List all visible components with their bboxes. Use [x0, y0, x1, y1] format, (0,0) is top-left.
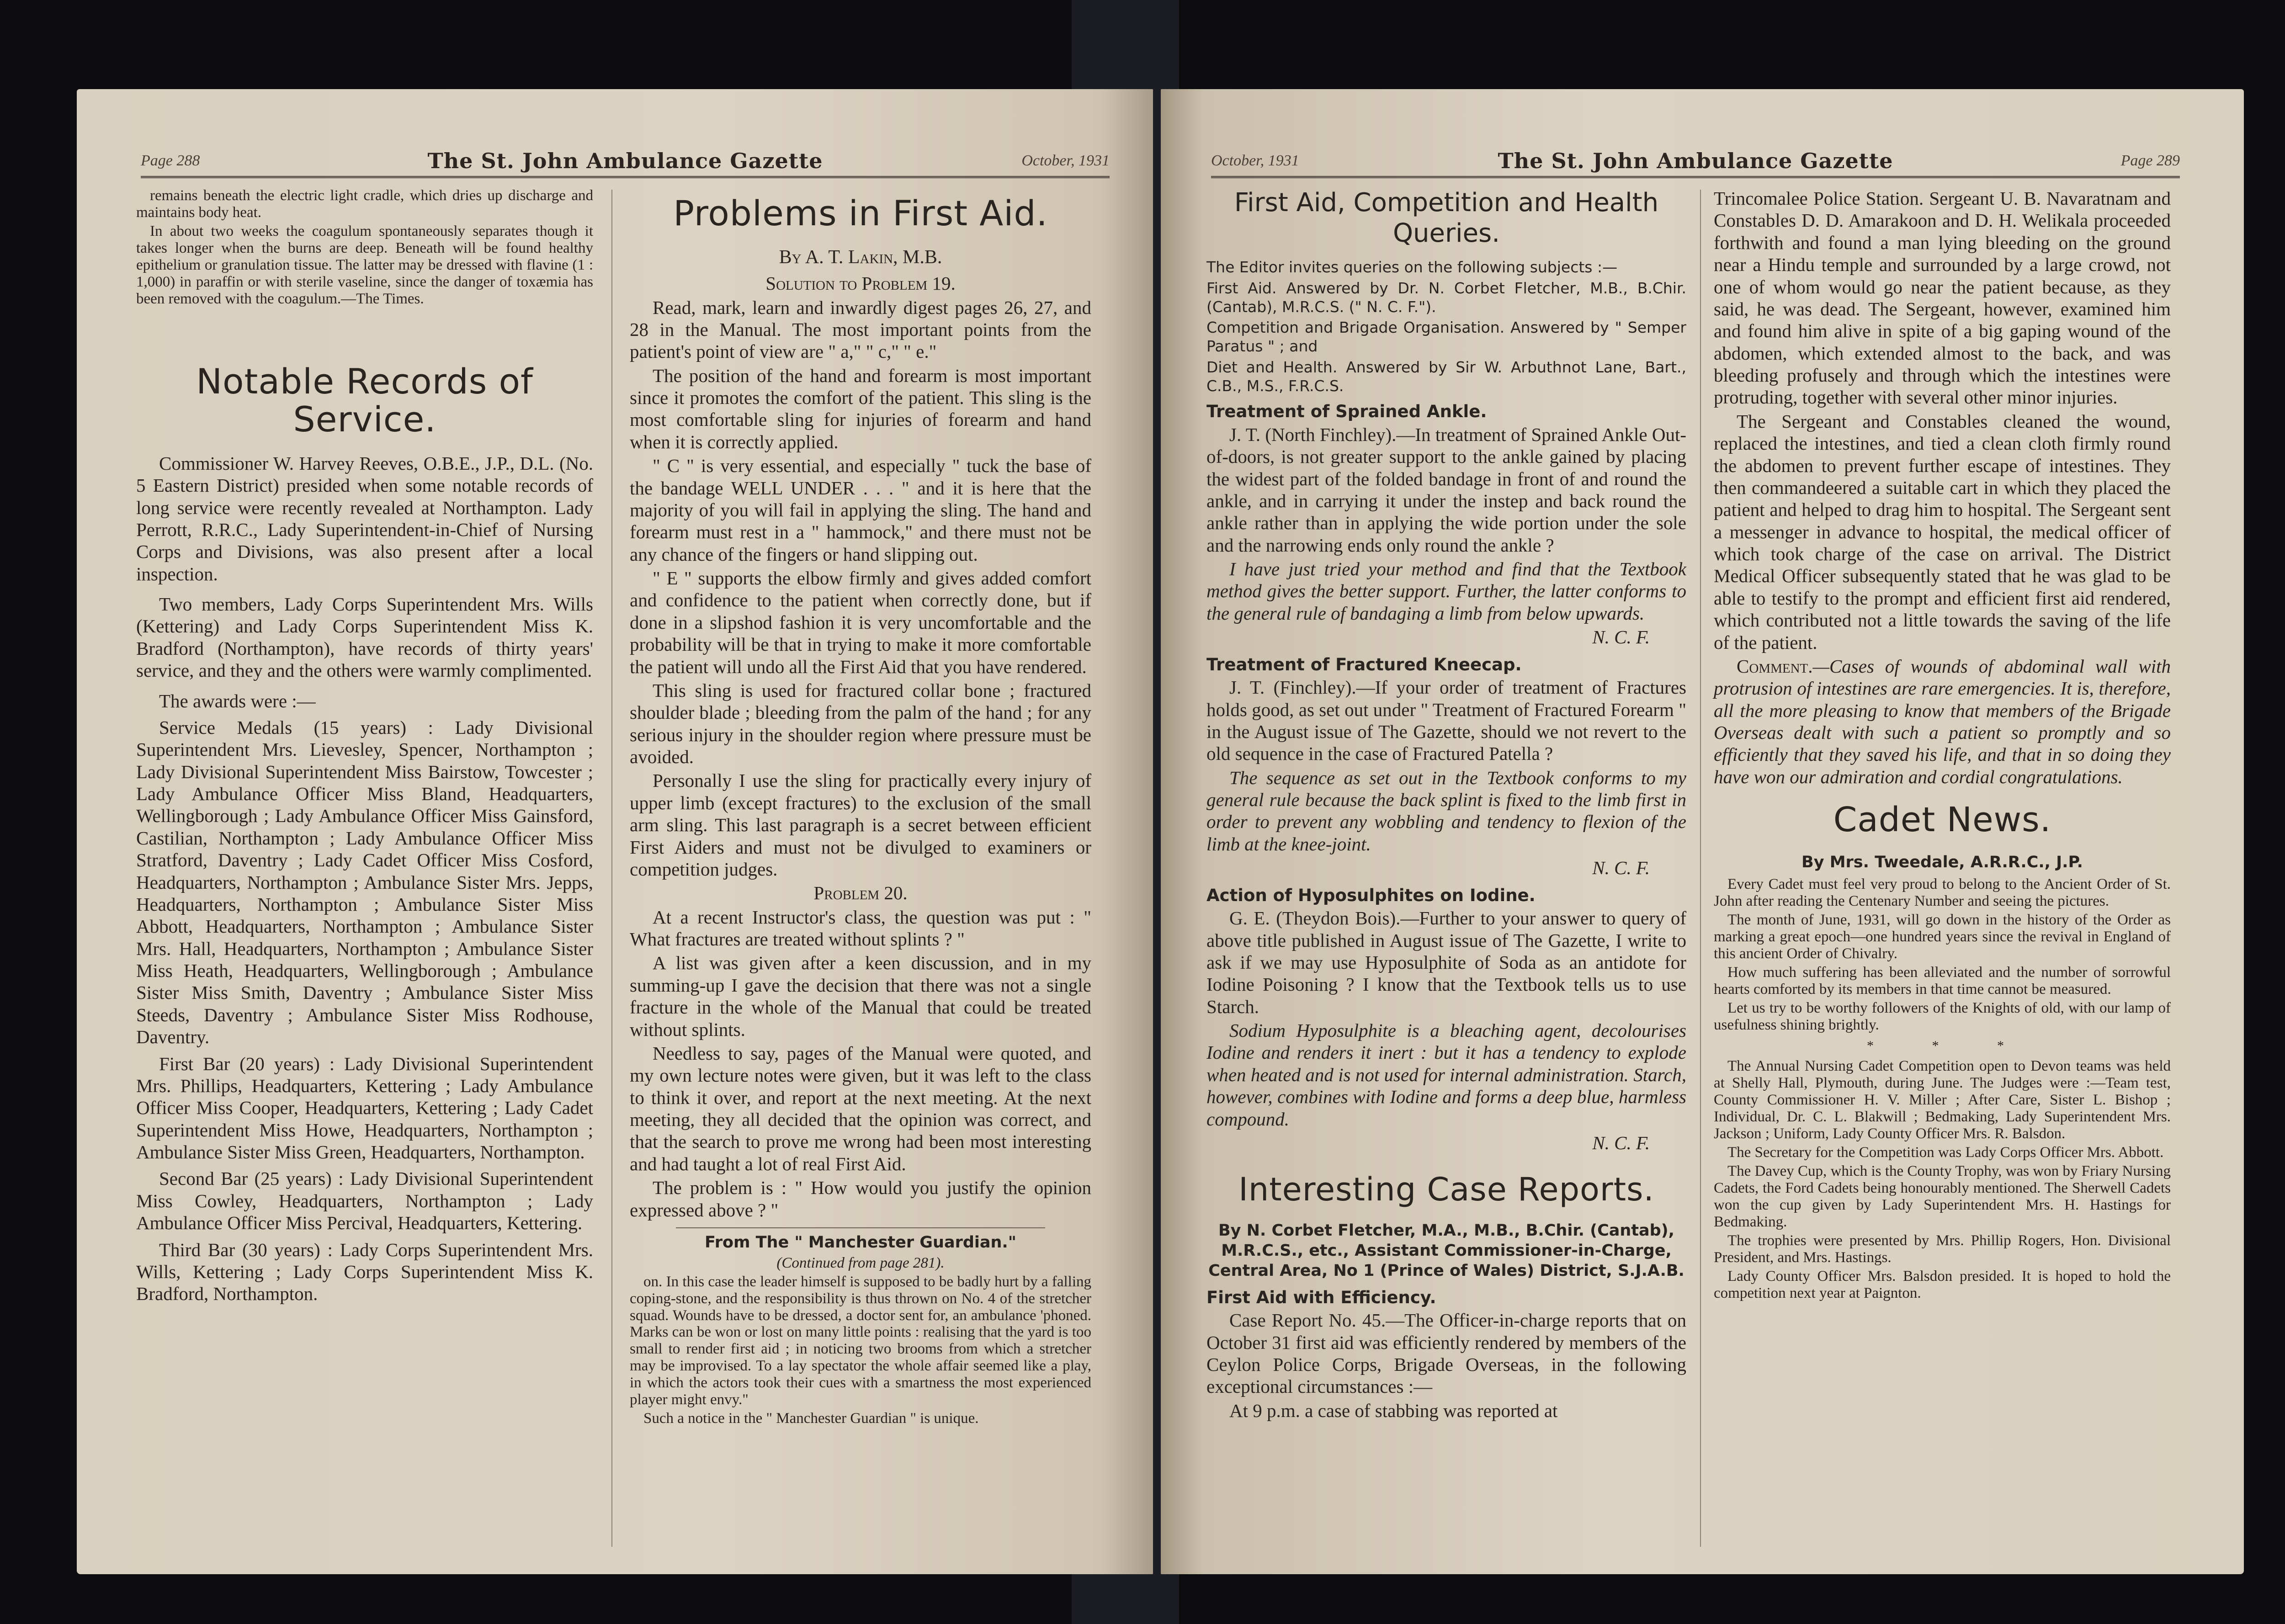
paragraph: Case Report No. 45.—The Officer-in-charge reports that on October 31 first aid was efficiently rendered by members of the Ceylon Police Corps, Brigade Overseas, in the following exceptional circumstances :—	[1206, 1310, 1686, 1397]
right-column-2	[1714, 187, 2171, 1556]
byline: By A. T. Lakin, M.B.	[779, 246, 942, 268]
right-page	[1161, 89, 2244, 1574]
signature: N. C. F.	[1592, 1132, 1650, 1153]
paragraph: Service Medals (15 years) : Lady Divisional Superintendent Mrs. Lievesley, Spencer, Northampton ; Lady Divisional Superintendent Miss Bairstow, Towcester ; Lady Ambulance Officer Miss Bland, Headquarters, Wellingborough ; Lady Ambulance Officer Miss Gainsford, Castilian, Northampton ; Lady Ambulance Officer Miss Stratford, Daventry ; Lady Cadet Officer Miss Cosford, Headquarters, Northampton ; Ambulance Sister Mrs. Jepps, Headquarters, Northampton ; Ambulance Sister Miss Abbott, Headquarters, Northampton ; Ambulance Sister Mrs. Hall, Headquarters, Northampton ; Ambulance Sister Miss Heath, Headquarters, Wellingborough ; Ambulance Sister Miss Smith, Daventry ; Ambulance Sister Miss Steeds, Daventry ; Ambulance Sister Miss Rodhouse, Daventry.	[136, 716, 593, 1048]
query-title: Treatment of Sprained Ankle.	[1206, 402, 1487, 422]
paragraph: Needless to say, pages of the Manual were quoted, and my own lecture notes were given, but it was left to the class to think it over, and report at the next meeting. At the next meeting, they all decided that the opinion was correct, and that the search to prove me wrong had been most interesting and had taught a lot of real First Aid.	[630, 1042, 1091, 1174]
paragraph: Commissioner W. Harvey Reeves, O.B.E., J.P., D.L. (No. 5 Eastern District) presided when some notable records of long service were recently revealed at Northampton. Lady Perrott, R.R.C., Lady Superintendent-in-Chief of Nursing Corps and Divisions, was also present after a local inspection.	[136, 452, 593, 584]
paragraph: " C " is very essential, and especially " tuck the base of the bandage WELL UNDER . . . " and it is here that the majority of you will fail in applying the sling. The hand and forearm must rest in a " hammock," and there must not be any chance of the fingers or hand slipping out.	[630, 455, 1091, 565]
column-divider	[1700, 190, 1701, 1547]
issue-date: October, 1931	[1211, 152, 1299, 169]
comment-text: —Cases of wounds of abdominal wall with protrusion of intestines are rare emergencies. It is, therefore, all the more pleasing to know that members of the Brigade Overseas dealt with such a patient so promptly and so efficiently that they saved his life, and that in so doing they have won our admiration and cordial congratulations.	[1714, 655, 2171, 787]
subheading: Solution to Problem 19.	[765, 273, 956, 294]
publication-title: The St. John Ambulance Gazette	[1498, 149, 1893, 173]
paragraph: Such a notice in the " Manchester Guardian " is unique.	[643, 1410, 979, 1427]
article-continuation	[136, 187, 593, 308]
paragraph: How much suffering has been alleviated and the number of sorrowful hearts comforted by its members in that time cannot be measured.	[1714, 964, 2171, 998]
section-heading: First Aid, Competition and Health Queries.	[1234, 188, 1659, 249]
paragraph: Trincomalee Police Station. Sergeant U. B. Navaratnam and Constables D. D. Amarakoon and D. H. Welikala proceeded forthwith and found a man lying bleeding on the ground near a Hindu temple and surrounded by a large crowd, not one of whom would go near the patient because, as they said, he was dead. The Sergeant, however, examined him and found him alive in spite of a big gaping wound of the abdomen, which extended almost to the back, and was bleeding profusely and through which the intestines were protruding, together with several other minor injuries.	[1714, 188, 2171, 408]
article-body	[630, 1274, 1091, 1428]
page-number: Page 288	[141, 152, 200, 169]
continued-note: (Continued from page 281).	[776, 1254, 945, 1271]
paragraph: The month of June, 1931, will go down in the history of the Order as marking a great epoch—one hundred years since the revival in England of this ancient Order of Chivalry.	[1714, 912, 2171, 962]
signature: N. C. F.	[1592, 626, 1650, 648]
paragraph: " E " supports the elbow firmly and gives added comfort and confidence to the patient when correctly done, but if done in a slipshod fashion it is very uncomfortable and the probability will be that in trying to make it more comfortable the patient will undo all the First Aid that you have rendered.	[630, 568, 1091, 677]
paragraph: The problem is : " How would you justify the opinion expressed above ? "	[630, 1177, 1091, 1221]
paragraph: This sling is used for fractured collar bone ; fractured shoulder blade ; bleeding from the palm of the hand ; for any serious injury in the shoulder region where pressure must be avoided.	[630, 679, 1091, 768]
list-item: First Aid. Answered by Dr. N. Corbet Fletcher, M.B., B.Chir. (Cantab), M.R.C.S. (" N. C. F.").	[1206, 279, 1686, 316]
subjects-list	[1206, 258, 1686, 395]
paragraph: The Davey Cup, which is the County Trophy, was won by Friary Nursing Cadets, the Ford Cadets being honourably mentioned. The Sherwell Cadets won the cup given by Lady Superintendent Mrs. H. Hastings for Bedmaking.	[1714, 1163, 2171, 1231]
paragraph: At 9 p.m. a case of stabbing was reported at	[1229, 1400, 1558, 1421]
answer-text: I have just tried your method and find that the Textbook method gives the better support. Further, the latter conforms to the general rule of bandaging a limb from below upwards.	[1206, 558, 1686, 624]
paragraph: The awards were :—	[159, 690, 316, 711]
page-number: Page 289	[2120, 152, 2180, 169]
paragraph: Let us try to be worthy followers of the Knights of old, with our lamp of usefulness shining brightly.	[1714, 999, 2171, 1033]
paragraph: The Annual Nursing Cadet Competition open to Devon teams was held at Shelly Hall, Plymouth, during June. The Judges were :—Team test, County Commissioner H. V. Miller ; After Care, Sister L. Bishop ; Individual, Dr. C. L. Blakwill ; Bedmaking, Lady Superintendent Mrs. Jackson ; Uniform, Lady County Officer Mrs. R. Balsdon.	[1714, 1058, 2171, 1142]
paragraph: First Bar (20 years) : Lady Divisional Superintendent Mrs. Phillips, Headquarters, Kettering ; Lady Ambulance Officer Miss Cooper, Headquarters, Kettering ; Lady Cadet Superintendent Miss Howe, Headquarters, Northampton ; Ambulance Sister Miss Green, Headquarters, Northampton.	[136, 1053, 593, 1163]
paragraph: Two members, Lady Corps Superintendent Mrs. Wills (Kettering) and Lady Corps Superintendent Miss K. Bradford (Northampton), have records of thirty years' service, and they and the others were warmly complimented.	[136, 594, 593, 681]
paragraph: The Sergeant and Constables cleaned the wound, replaced the intestines, and tied a clean cloth firmly round the abdomen to prevent further escape of intestines. They then commandeered a suitable cart in which they placed the patient and helped to drag him to hospital. The Sergeant sent a messenger in advance to hospital, the medical officer of which took charge of the case on arrival. The District Medical Officer subsequently stated that he was glad to be able to testify to the prompt and efficient first aid rendered, which contributed not a little towards the saving of the life of the patient.	[1714, 410, 2171, 653]
column-divider	[611, 190, 612, 1547]
query-text: J. T. (Finchley).—If your order of treatment of Fractures holds good, as set out under " Treatment of Fractured Forearm " in the August issue of The Gazette, should we not revert to the old sequence in the case of Fractured Patella ?	[1206, 677, 1686, 764]
paragraph: Personally I use the sling for practically every injury of upper limb (except fractures) to the exclusion of the small arm sling. This last paragraph is a secret between efficient First Aiders and must not be divulged to examiners or competition judges.	[630, 770, 1091, 880]
comment-label: Comment.	[1737, 655, 1813, 677]
section-heading: Cadet News.	[1833, 800, 2051, 840]
article-body	[1714, 876, 2171, 1302]
query-text: G. E. (Theydon Bois).—Further to your answer to query of above title published in August issue of The Gazette, I write to ask if we may use Hyposulphite of Soda as an antidote for Iodine Poisoning ? I know that the Textbook tells us to use Starch.	[1206, 908, 1686, 1017]
paragraph: The trophies were presented by Mrs. Phillip Rogers, Hon. Divisional President, and Mrs. Hastings.	[1714, 1232, 2171, 1266]
divider	[676, 1227, 1045, 1228]
query-title: Action of Hyposulphites on Iodine.	[1206, 885, 1536, 905]
subheading: First Aid with Efficiency.	[1206, 1287, 1436, 1307]
byline: By N. Corbet Fletcher, M.A., M.B., B.Chir. (Cantab), M.R.C.S., etc., Assistant Commissioner-in-Charge, Central Area, No 1 (Prince of Wales) District, S.J.A.B.	[1208, 1221, 1685, 1280]
left-column-2	[630, 187, 1091, 1556]
list-item: Diet and Health. Answered by Sir W. Arbuthnot Lane, Bart., C.B., M.S., F.R.C.S.	[1206, 358, 1686, 395]
paragraph: on. In this case the leader himself is supposed to be badly hurt by a falling coping-stone, and the responsibility is thus thrown on No. 4 of the stretcher squad. Wounds have to be dressed, a doctor sent for, an ambulance 'phoned. Marks can be won or lost on many little points : realising that the yard is too small to render first aid ; in noticing two brooms from which a stretcher may be improvised. To a lay spectator the whole affair seemed like a play, in which the actors took their cues with a smartness the most experienced player might envy."	[630, 1273, 1091, 1408]
answer-text: Sodium Hyposulphite is a bleaching agent, decolourises Iodine and renders it inert : but it has a tendency to explode when heated and is not used for internal administration. Starch, however, combines with Iodine and forms a deep blue, harmless compound.	[1206, 1020, 1686, 1130]
section-separator: * * *	[1867, 1038, 2031, 1053]
paragraph: Lady County Officer Mrs. Balsdon presided. It is hoped to hold the competition next year at Paignton.	[1714, 1268, 2171, 1301]
left-column-1	[136, 187, 593, 1556]
section-heading: Problems in First Aid.	[673, 193, 1048, 234]
right-column-1	[1206, 187, 1686, 1556]
left-page	[77, 89, 1153, 1574]
paragraph: Second Bar (25 years) : Lady Divisional Superintendent Miss Cowley, Headquarters, Northampton ; Lady Ambulance Officer Miss Percival, Headquarters, Kettering.	[136, 1168, 593, 1234]
section-heading: Notable Records of Service.	[196, 361, 533, 440]
list-item: Competition and Brigade Organisation. Answered by " Semper Paratus " ; and	[1206, 318, 1686, 356]
paragraph: Third Bar (30 years) : Lady Corps Superintendent Mrs. Wills, Kettering ; Lady Corps Superintendent Miss K. Bradford, Northampton.	[136, 1239, 593, 1305]
paragraph: Every Cadet must feel very proud to belong to the Ancient Order of St. John after reading the Centenary Number and seeing the pictures.	[1714, 876, 2171, 910]
paragraph: The Editor invites queries on the following subjects :—	[1206, 258, 1618, 276]
byline: By Mrs. Tweedale, A.R.R.C., J.P.	[1801, 853, 2083, 871]
paragraph: remains beneath the electric light cradle, which dries up discharge and maintains body heat.	[136, 187, 593, 221]
query-title: Treatment of Fractured Kneecap.	[1206, 654, 1522, 674]
paragraph: At a recent Instructor's class, the question was put : " What fractures are treated without splints ? "	[630, 906, 1091, 950]
paragraph: The Secretary for the Competition was Lady Corps Officer Mrs. Abbott.	[1727, 1144, 2164, 1161]
paragraph: Read, mark, learn and inwardly digest pages 26, 27, and 28 in the Manual. The most important points from the patient's point of view are " a," " c," " e."	[630, 297, 1091, 362]
paragraph: In about two weeks the coagulum spontaneously separates though it takes longer when the burns are deep. Beneath will be found healthy epithelium or granulation tissue. The latter may be dressed with flavine (1 : 1,000) in paraffin or with sterile vaseline, since the danger of toxæmia has been removed with the coagulum.—The Times.	[136, 223, 593, 307]
section-heading: Interesting Case Reports.	[1238, 1171, 1654, 1209]
subheading: From The " Manchester Guardian."	[705, 1233, 1016, 1252]
paragraph: A list was given after a keen discussion, and in my summing-up I gave the decision that there was not a single fracture in the whole of the Manual that could be treated without splints.	[630, 952, 1091, 1040]
publication-title: The St. John Ambulance Gazette	[427, 149, 823, 173]
issue-date: October, 1931	[1021, 152, 1110, 169]
running-head	[1211, 149, 2180, 178]
comment	[1714, 655, 2171, 788]
signature: N. C. F.	[1592, 857, 1650, 879]
subheading: Problem 20.	[813, 882, 908, 904]
query-text: J. T. (North Finchley).—In treatment of Sprained Ankle Out-of-doors, is not greater support to the ankle gained by placing the widest part of the folded bandage in front of and round the ankle, and in carrying it under the instep and back round the ankle rather than in applying the wide portion under the sole and the narrowing ends only round the ankle ?	[1206, 424, 1686, 556]
paragraph: The position of the hand and forearm is most important since it promotes the comfort of the patient. This sling is the most comfortable sling for injuries of forearm and hand when it is correctly applied.	[630, 365, 1091, 452]
answer-text: The sequence as set out in the Textbook conforms to my general rule because the back splint is fixed to the limb first in order to prevent any wobbling and tendency to flexion of the limb at the knee-joint.	[1206, 767, 1686, 854]
running-head	[141, 149, 1110, 178]
